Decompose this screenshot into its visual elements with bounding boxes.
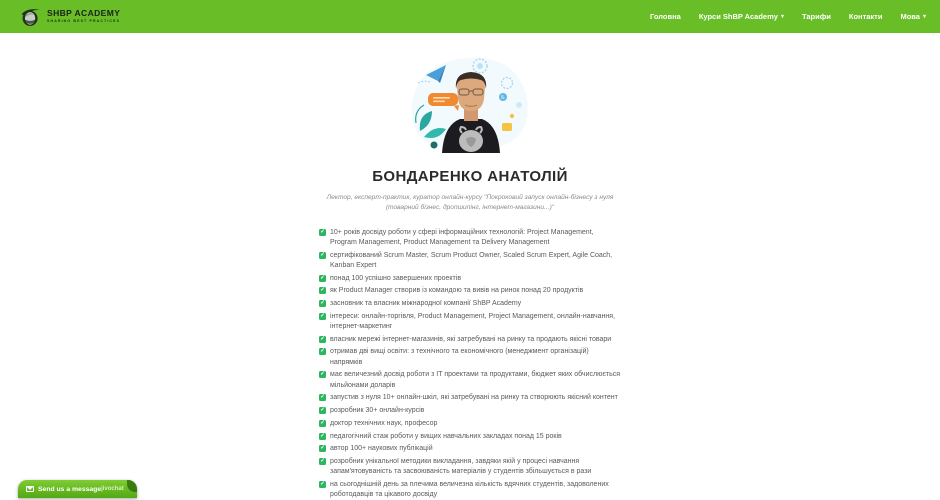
checkmark-icon: ✓: [320, 419, 325, 426]
logo-swoosh-icon: [20, 6, 42, 28]
achievement-item: [319, 335, 621, 345]
achievement-item: [319, 457, 621, 477]
chevron-down-icon: ▾: [922, 14, 926, 20]
achievement-item: [319, 251, 621, 271]
checkmark-icon: ✓: [320, 394, 325, 401]
checkmark-icon: ✓: [320, 348, 325, 355]
nav-item-2[interactable]: [802, 12, 831, 21]
achievement-text: доктор технічних наук, професор: [330, 419, 438, 427]
achievement-text: власник мережі інтернет-магазинів, які затребувані на ринку та продають якісні товари: [330, 335, 612, 343]
checkmark-icon: ✓: [320, 300, 325, 307]
profile-subtitle: Лектор, експерт-практик, куратор онлайн-курсу "Покроковий запуск онлайн-бізнесу з нуля (товарний бізнес, дропшипінг, інтернет-магазини...)": [326, 194, 614, 211]
achievement-item: [319, 286, 621, 296]
nav-item-label: Мова: [900, 12, 920, 21]
nav-item-label: Курси ShBP Academy: [698, 12, 778, 21]
achievement-text: автор 100+ наукових публікацій: [330, 445, 433, 453]
achievement-item: [319, 370, 621, 390]
checkmark-icon: ✓: [320, 457, 325, 464]
achievement-item: [319, 347, 621, 367]
logo[interactable]: [20, 6, 120, 28]
checkmark-icon: ✓: [320, 480, 325, 487]
achievement-item: [319, 480, 621, 500]
chevron-down-icon: ▾: [780, 14, 784, 20]
achievement-text: розробник 30+ онлайн-курсів: [330, 407, 425, 415]
main-nav: [650, 12, 926, 21]
achievement-text: понад 100 успішно завершених проектів: [330, 274, 462, 282]
logo-subtitle: SHARING BEST PRACTICES: [47, 18, 121, 23]
checkmark-icon: ✓: [320, 274, 325, 281]
checkmark-icon: ✓: [320, 287, 325, 294]
achievement-item: [319, 444, 621, 454]
nav-item-0[interactable]: [650, 12, 681, 21]
profile-photo-illustration: [404, 53, 536, 153]
checkmark-icon: ✓: [320, 371, 325, 378]
achievement-text: на сьогоднішній день за плечима величезна кількість вдячних студентів, задоволених роботодавців та цікавого досвіду: [330, 480, 609, 499]
achievement-item: [319, 393, 621, 403]
achievement-text: запустив з нуля 10+ онлайн-шкіл, які затребувані на ринку та створюють якісний контент: [330, 394, 618, 402]
achievement-text: інтереси: онлайн-торгівля, Product Management, Project Management, онлайн-навчання, інтернет-маркетинг: [330, 312, 616, 331]
nav-item-3[interactable]: [849, 12, 883, 21]
nav-item-label: Контакти: [848, 12, 883, 21]
achievement-list: [319, 228, 621, 500]
achievement-item: [319, 274, 621, 284]
achievement-item: [319, 299, 621, 309]
checkmark-icon: ✓: [320, 445, 325, 452]
site-header: [0, 0, 940, 33]
checkmark-icon: ✓: [320, 251, 325, 258]
checkmark-icon: ✓: [320, 228, 325, 235]
achievement-text: розробник унікальної методики викладання, завдяки якій у процесі навчання запам'ятовуваність та засвоюваність матеріалів у студентів збільшується в рази: [330, 457, 592, 476]
checkmark-icon: ✓: [320, 432, 325, 439]
nav-item-label: Тарифи: [801, 12, 831, 21]
achievement-item: [319, 312, 621, 332]
checkmark-icon: ✓: [320, 335, 325, 342]
achievement-text: отримав дві вищі освіти: з технічного та економічного (менеджмент організацій) напрямків: [330, 348, 589, 366]
jivochat-widget[interactable]: [18, 480, 137, 498]
chat-message-label: Send us a message: [38, 485, 102, 493]
profile-photo: [404, 53, 536, 153]
nav-item-label: Головна: [649, 12, 681, 21]
nav-item-4[interactable]: [900, 12, 926, 21]
nav-item-1[interactable]: [699, 12, 784, 21]
achievement-item: [319, 419, 621, 429]
jivochat-brand-label: jivochat: [101, 486, 124, 492]
checkmark-icon: ✓: [320, 407, 325, 414]
achievement-item: [319, 228, 621, 248]
envelope-icon: [26, 486, 34, 492]
achievement-text: засновник та власник міжнародної компанії ShBP Academy: [330, 300, 522, 308]
logo-title: SHBP ACADEMY: [47, 8, 121, 19]
achievement-item: [319, 406, 621, 416]
achievement-text: педагогічний стаж роботи у вищих навчальних закладах понад 15 років: [330, 432, 562, 440]
main-content: [0, 33, 940, 500]
achievement-text: має величезний досвід роботи з IT проектами та продуктами, бюджет яких обчислюється мільйонами доларів: [330, 371, 621, 389]
achievement-text: 10+ років досвіду роботи у сфері інформаційних технологій: Project Management, Program Management, Product Management та Delivery Management: [330, 228, 594, 246]
achievement-text: сертифікований Scrum Master, Scrum Product Owner, Scaled Scrum Expert, Agile Coach, Kanban Expert: [330, 251, 613, 269]
checkmark-icon: ✓: [320, 312, 325, 319]
achievement-text: як Product Manager створив із командою та вивів на ринок понад 20 продуктів: [330, 287, 584, 295]
achievement-item: [319, 432, 621, 442]
profile-name: БОНДАРЕНКО АНАТОЛІЙ: [372, 168, 568, 185]
